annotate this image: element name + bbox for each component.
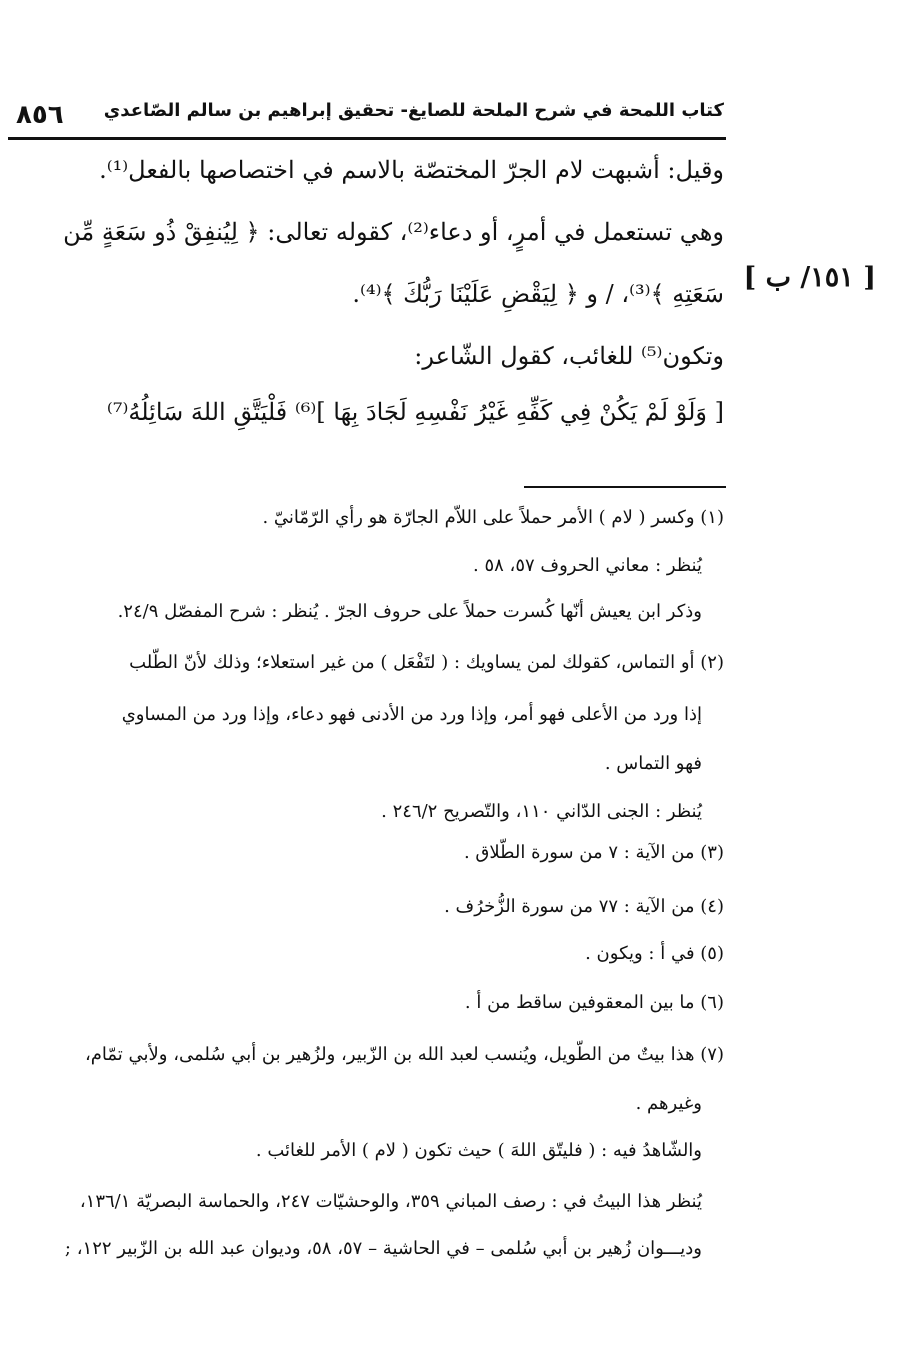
footnote-line: (٣) من الآية : ٧ من سورة الطّلاق . bbox=[463, 842, 724, 863]
footnote-line: (٦) ما بين المعقوفين ساقط من أ . bbox=[464, 992, 724, 1013]
footnote-line: (٢) أو التماس، كقولك لمن يساويك : ( لتَفْعَل ) من غير استعلاء؛ وذلك لأنّ الطّلب bbox=[129, 652, 724, 673]
body-line: سَعَتِهِ ﴾⁽³⁾، / و ﴿ لِيَقْضِ عَلَيْنَا رَبُّكَ ﴾⁽⁴⁾. bbox=[352, 280, 724, 308]
footnote-line: يُنظر : الجنى الدّاني ١١٠، والتّصريح ٢٤٦/٢ . bbox=[381, 801, 702, 822]
footnote-line: وديـــوان زُهير بن أبي سُلمى – في الحاشية – ٥٧، ٥٨، وديوان عبد الله بن الزّبير ١٢٢، ; bbox=[64, 1238, 702, 1259]
footnote-line: فهو التماس . bbox=[604, 753, 702, 774]
page-number: ٨٥٦ bbox=[16, 100, 64, 130]
footnote-line: (٥) في أ : ويكون . bbox=[585, 943, 724, 964]
footnote-line: والشّاهدُ فيه : ( فليتّق اللهَ ) حيث تكون ( لام ) الأمر للغائب . bbox=[255, 1140, 702, 1161]
header-rule bbox=[8, 137, 726, 140]
footnote-line: وغيرهم . bbox=[635, 1093, 702, 1114]
body-line: وتكون⁽⁵⁾ للغائب، كقول الشّاعر: bbox=[414, 342, 724, 370]
footnote-line: يُنظر : معاني الحروف ٥٧، ٥٨ . bbox=[473, 555, 702, 576]
footnote-separator bbox=[524, 486, 726, 488]
footnote-line: يُنظر هذا البيتُ في : رصف المباني ٣٥٩، والوحشيّات ٢٤٧، والحماسة البصريّة ١٣٦/١، bbox=[79, 1191, 702, 1212]
footnote-line: (١) وكسر ( لام ) الأمر حملاً على اللاّم الجارّة هو رأي الرّمّانيّ . bbox=[262, 507, 724, 528]
body-line: وهي تستعمل في أمرٍ، أو دعاء⁽²⁾، كقوله تعالى: ﴿ لِيُنفِقْ ذُو سَعَةٍ مِّن bbox=[63, 218, 724, 246]
manuscript-folio-marker: [ ١٥١/ ب ] bbox=[743, 262, 876, 293]
footnote-line: إذا ورد من الأعلى فهو أمر، وإذا ورد من الأدنى فهو دعاء، وإذا ورد من المساوي bbox=[121, 704, 702, 725]
body-line: وقيل: أشبهت لام الجرّ المختصّة بالاسم في اختصاصها بالفعل⁽¹⁾. bbox=[99, 156, 724, 184]
footnote-line: (٤) من الآية : ٧٧ من سورة الزُّخرُف . bbox=[444, 896, 724, 917]
footnote-line: وذكر ابن يعيش أنّها كُسرت حملاً على حروف الجرّ . يُنظر : شرح المفصّل ٢٤/٩. bbox=[117, 601, 702, 622]
running-header-title: كتاب اللمحة في شرح الملحة للصايغ- تحقيق إبراهيم بن سالم الصّاعدي bbox=[103, 100, 724, 121]
footnote-line: (٧) هذا بيتٌ من الطّويل، ويُنسب لعبد الله بن الزّبير، ولزُهير بن أبي سُلمى، ولأبي تمّام، bbox=[84, 1044, 724, 1065]
poetry-verse: [ وَلَوْ لَمْ يَكُنْ فِي كَفِّهِ غَيْرُ نَفْسِهِ لَجَادَ بِهَا ]⁽⁶⁾ فَلْيَتَّقِ اللهَ سَائِلُهُ⁽⁷⁾ bbox=[106, 398, 724, 426]
